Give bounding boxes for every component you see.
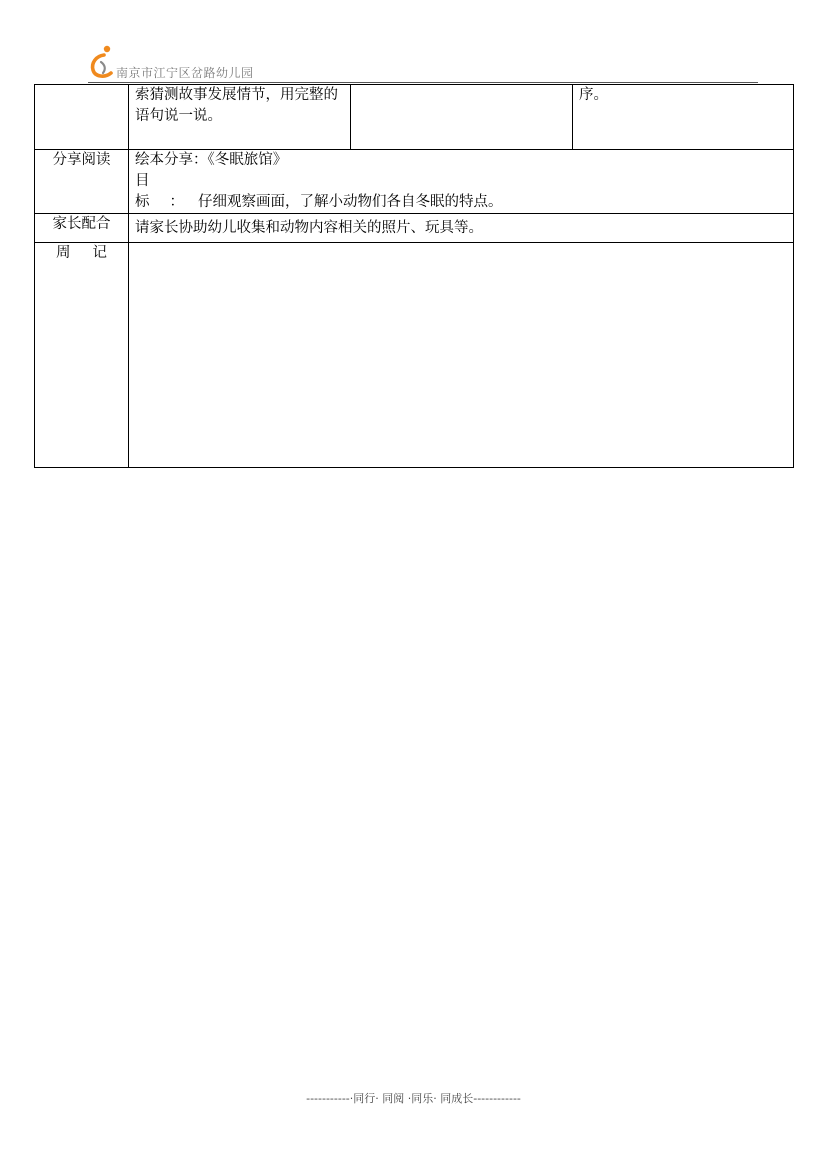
- activity-cell-2: [351, 85, 573, 150]
- activity-cell-3: 序。: [573, 85, 794, 150]
- reading-goal-text: 仔细观察画面，了解小动物们各自冬眠的特点。: [198, 194, 503, 210]
- kindergarten-logo-icon: [88, 44, 118, 80]
- weekly-plan-table: [34, 84, 794, 468]
- table-row-reading: [35, 150, 794, 214]
- page-footer: -----------·同行· 同阅 ·同乐· 同成长------------: [306, 1092, 521, 1105]
- row-label-empty: [35, 85, 129, 150]
- activity-cell-1: 索猜测故事发展情节，用完整的语句说一说。: [129, 85, 351, 150]
- reading-content: [129, 150, 794, 214]
- header-divider: [88, 82, 758, 83]
- weekly-notes: [129, 243, 794, 468]
- page-header: [88, 44, 758, 86]
- row-label-weekly: [35, 243, 129, 468]
- table-row-weekly: [35, 243, 794, 468]
- row-label-reading: 分享阅读: [35, 150, 129, 214]
- table-row-continued: [35, 85, 794, 150]
- reading-book: 绘本分享：《冬眠旅馆》: [135, 152, 288, 168]
- table-row-parents: [35, 214, 794, 243]
- parents-content: 请家长协助幼儿收集和动物内容相关的照片、玩具等。: [129, 214, 794, 243]
- row-label-parents: 家长配合: [35, 214, 129, 243]
- reading-goal-key: 目标：: [135, 173, 204, 210]
- school-name: 南京市江宁区岔路幼儿园: [116, 66, 254, 80]
- weekly-label-text: 周记: [56, 245, 129, 261]
- reading-goal: [135, 171, 787, 213]
